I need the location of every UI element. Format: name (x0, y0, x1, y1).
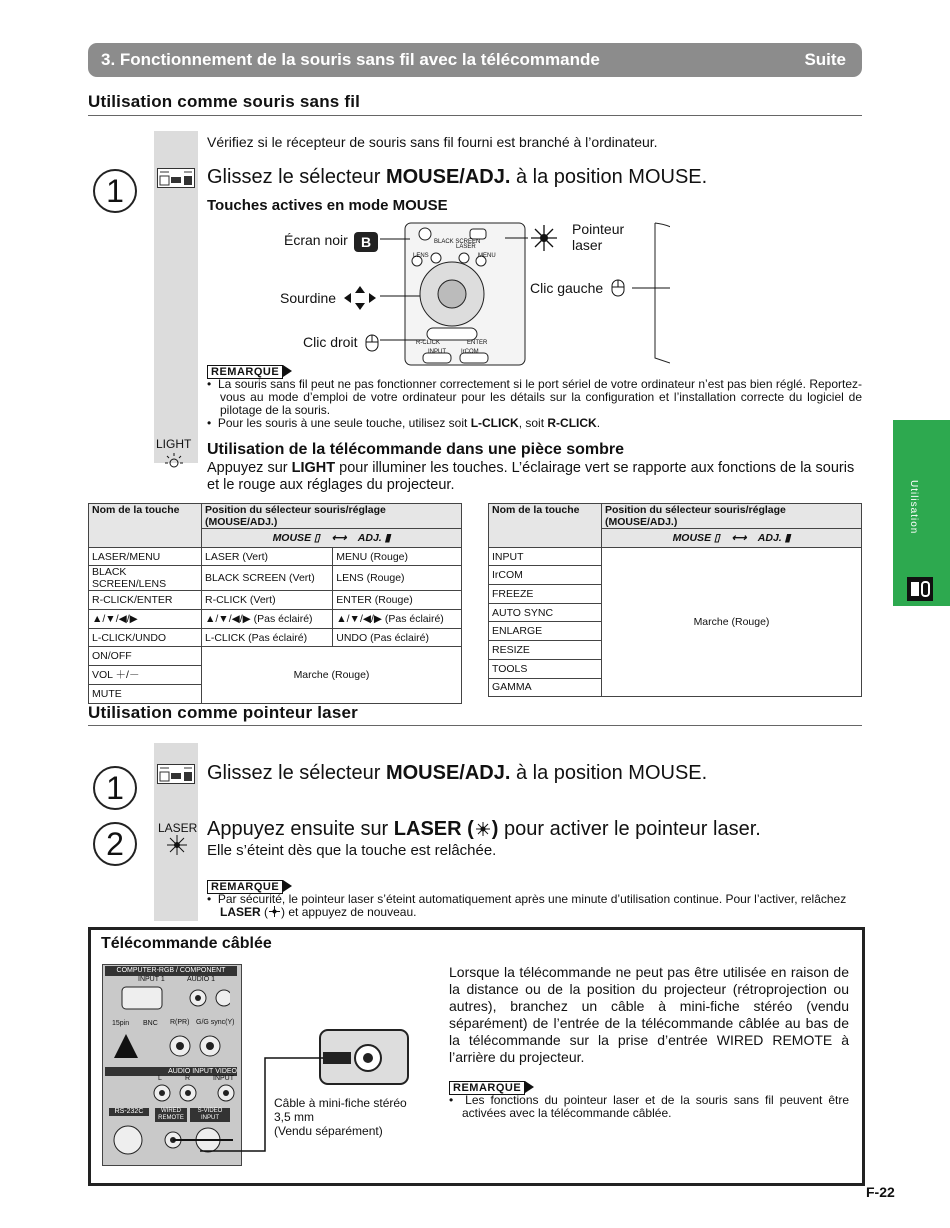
table-row: TOOLS (489, 659, 862, 678)
note-list-1: • La souris sans fil peut ne pas fonctionner correctement si le port sériel de votre ordinateur n’est pas bien réglé. Reportez-vous au mode d’emploi de votre ordinateur pour les détails sur la configuration et l’installation correcte du logiciel de pilotage de la souris. • Pour les souris à une seule touche, utilisez soit L-CLICK, soit R-CLICK. (207, 377, 863, 430)
panel-rs232c: RS-232C (109, 1108, 149, 1116)
table-row: MUTE (89, 684, 462, 703)
label-laser: laser (572, 237, 603, 253)
label-pointeur: Pointeur (572, 221, 625, 237)
step1-instruction: Glissez le sélecteur MOUSE/ADJ. à la position MOUSE. (207, 166, 708, 188)
laser-inline-icon (474, 821, 492, 837)
step-number-1b: 1 (93, 766, 137, 810)
table-row: ENLARGE (489, 622, 862, 641)
table-row: ON/OFF Marche (Rouge) (89, 647, 462, 666)
table-row: FREEZE (489, 585, 862, 604)
chapter-title: 3. Fonctionnement de la souris sans fil avec la télécommande (101, 50, 600, 69)
laser-note-icon (268, 906, 281, 917)
wired-title: Télécommande câblée (101, 935, 272, 952)
table-left-col1: Nom de la touche (89, 504, 202, 548)
remote-label-ircom: IrCOM (461, 349, 479, 355)
label-clic-droit: Clic droit (303, 334, 358, 350)
label-sourdine: Sourdine (280, 290, 337, 306)
mouse-adj-switch-icon (157, 764, 195, 784)
keys-table-left (88, 503, 462, 704)
remarque-badge-1: REMARQUE (207, 362, 292, 380)
table-right-mode-row: MOUSE ▯ ⟷ ADJ. ▮ (602, 529, 862, 548)
side-tab-label: Utilisation (908, 480, 919, 535)
panel-r: R (185, 1075, 191, 1082)
label-ecran-noir: Écran noir (284, 232, 348, 248)
mouse-adj-switch-icon (157, 168, 195, 188)
wired-note: • Les fonctions du pointeur laser et de la souris sans fil peuvent être activées avec la télécommande câblée. (449, 1093, 849, 1120)
table-row: AUTO SYNC (489, 603, 862, 622)
panel-input1: INPUT 1 (138, 976, 165, 983)
panel-input-label: INPUT (213, 1075, 234, 1082)
dark-room-text: Appuyez sur LIGHT pour illuminer les touches. L’éclairage vert se rapporte aux fonctions de la souris et le rouge aux réglages du projecteur. (207, 460, 855, 493)
table-row: RESIZE (489, 641, 862, 660)
table-row: L-CLICK/UNDO L-CLICK (Pas éclairé) UNDO (Pas éclairé) (89, 628, 462, 647)
laser-pointer-icon (530, 224, 558, 252)
remote-label-lens: LENS (413, 253, 429, 259)
table-row: ▲/▼/◀/▶ ▲/▼/◀/▶ (Pas éclairé) ▲/▼/◀/▶ (Pas éclairé) (89, 610, 462, 629)
step-number-2: 2 (93, 822, 137, 866)
laser-step2-instruction: Appuyez ensuite sur LASER ( ) pour activer le pointeur laser. (207, 818, 761, 840)
panel-audio1: AUDIO 1 (187, 976, 216, 983)
table-row: BLACK SCREEN/LENS BLACK SCREEN (Vert) LENS (Rouge) (89, 566, 462, 591)
table-row: IrCOM (489, 566, 862, 585)
table-right-col2: Position du sélecteur souris/réglage (MOUSE/ADJ.) (602, 504, 862, 529)
light-bulb-icon (164, 452, 184, 472)
remote-label-black-screen: BLACK SCREEN (434, 239, 481, 245)
table-row: INPUT Marche (Rouge) (489, 547, 862, 566)
section-rule (88, 725, 862, 726)
remarque-badge-2: REMARQUE (207, 877, 292, 895)
laser-key-label: LASER (158, 821, 198, 835)
table-row: R-CLICK/ENTER R-CLICK (Vert) ENTER (Rouge) (89, 591, 462, 610)
panel-l: L (158, 1075, 162, 1082)
panel-bnc: BNC (143, 1020, 158, 1027)
panel-rpr: R(PR) (170, 1019, 190, 1026)
section-rule (88, 115, 862, 116)
active-keys-title: Touches actives en mode MOUSE (207, 197, 448, 214)
panel-15pin: 15pin (112, 1020, 130, 1027)
power-icon (405, 231, 429, 249)
laser-step2-sub: Elle s’éteint dès que la touche est relâchée. (207, 842, 497, 859)
table-right-col1: Nom de la touche (489, 504, 602, 548)
remote-label-menu: MENU (478, 253, 496, 259)
remarque-badge-3: REMARQUE (449, 1078, 534, 1096)
remote-tab-icon (906, 576, 934, 602)
panel-svideo: S-VIDEO INPUT (190, 1108, 230, 1122)
remote-label-r-click: R-CLICK (416, 340, 441, 346)
cable-caption: Câble à mini-fiche stéréo 3,5 mm (Vendu séparément) (274, 1096, 407, 1138)
note-list-2: • Par sécurité, le pointeur laser s’éteint automatiquement après une minute d’utilisation continue. Pour l’activer, relâchez LASER ( ) et appuyez de nouveau. (207, 892, 847, 919)
laser-icon (166, 834, 188, 856)
b-key-icon: B (354, 232, 378, 252)
chapter-header (88, 43, 862, 77)
panel-gsync: G/G sync(Y) (196, 1019, 235, 1026)
remote-label-enter: ENTER (467, 340, 488, 346)
section-title-mouse: Utilisation comme souris sans fil (88, 92, 361, 111)
keys-table-right (488, 503, 862, 697)
page-number: F-22 (866, 1184, 895, 1200)
laser-step1-instruction: Glissez le sélecteur MOUSE/ADJ. à la position MOUSE. (207, 762, 708, 784)
step-number-1: 1 (93, 169, 137, 213)
dark-room-title: Utilisation de la télécommande dans une pièce sombre (207, 441, 625, 458)
remote-label-laser: LASER (456, 244, 476, 250)
arrow-keys-icon (341, 284, 379, 312)
table-row: LASER/MENU LASER (Vert) MENU (Rouge) (89, 547, 462, 566)
left-click-mouse-icon (611, 279, 625, 297)
light-label: LIGHT (156, 437, 192, 451)
panel-connectors-top (120, 985, 230, 1015)
section-title-laser: Utilisation comme pointeur laser (88, 703, 358, 722)
panel-audio-input: AUDIO INPUT VIDEO (105, 1067, 237, 1076)
table-left-col2: Position du sélecteur souris/réglage (MOUSE/ADJ.) (202, 504, 462, 529)
intro-text: Vérifiez si le récepteur de souris sans fil fourni est branché à l’ordinateur. (207, 134, 658, 150)
panel-computer-label: COMPUTER-RGB / COMPONENT (105, 966, 237, 976)
right-click-mouse-icon (365, 334, 379, 352)
chapter-suite: Suite (804, 50, 846, 69)
panel-wired-remote: WIRED REMOTE (155, 1108, 187, 1122)
remote-label-input: INPUT (428, 349, 446, 355)
table-left-mode-row: MOUSE ▯ ⟷ ADJ. ▮ (202, 529, 462, 548)
label-clic-gauche: Clic gauche (530, 280, 604, 296)
wired-body-text: Lorsque la télécommande ne peut pas être utilisée en raison de la distance ou de la position du projecteur (rétroprojection ou autres), branchez un câble à mini-fiche stéréo (vendu séparément) de l’entrée de la télécommande câblée au bas de la télécommande sur la prise d’entrée WIRED REMOTE à l’arrière du projecteur. (449, 964, 849, 1065)
table-row: GAMMA (489, 678, 862, 697)
table-row: VOL ＋/－ (89, 666, 462, 685)
